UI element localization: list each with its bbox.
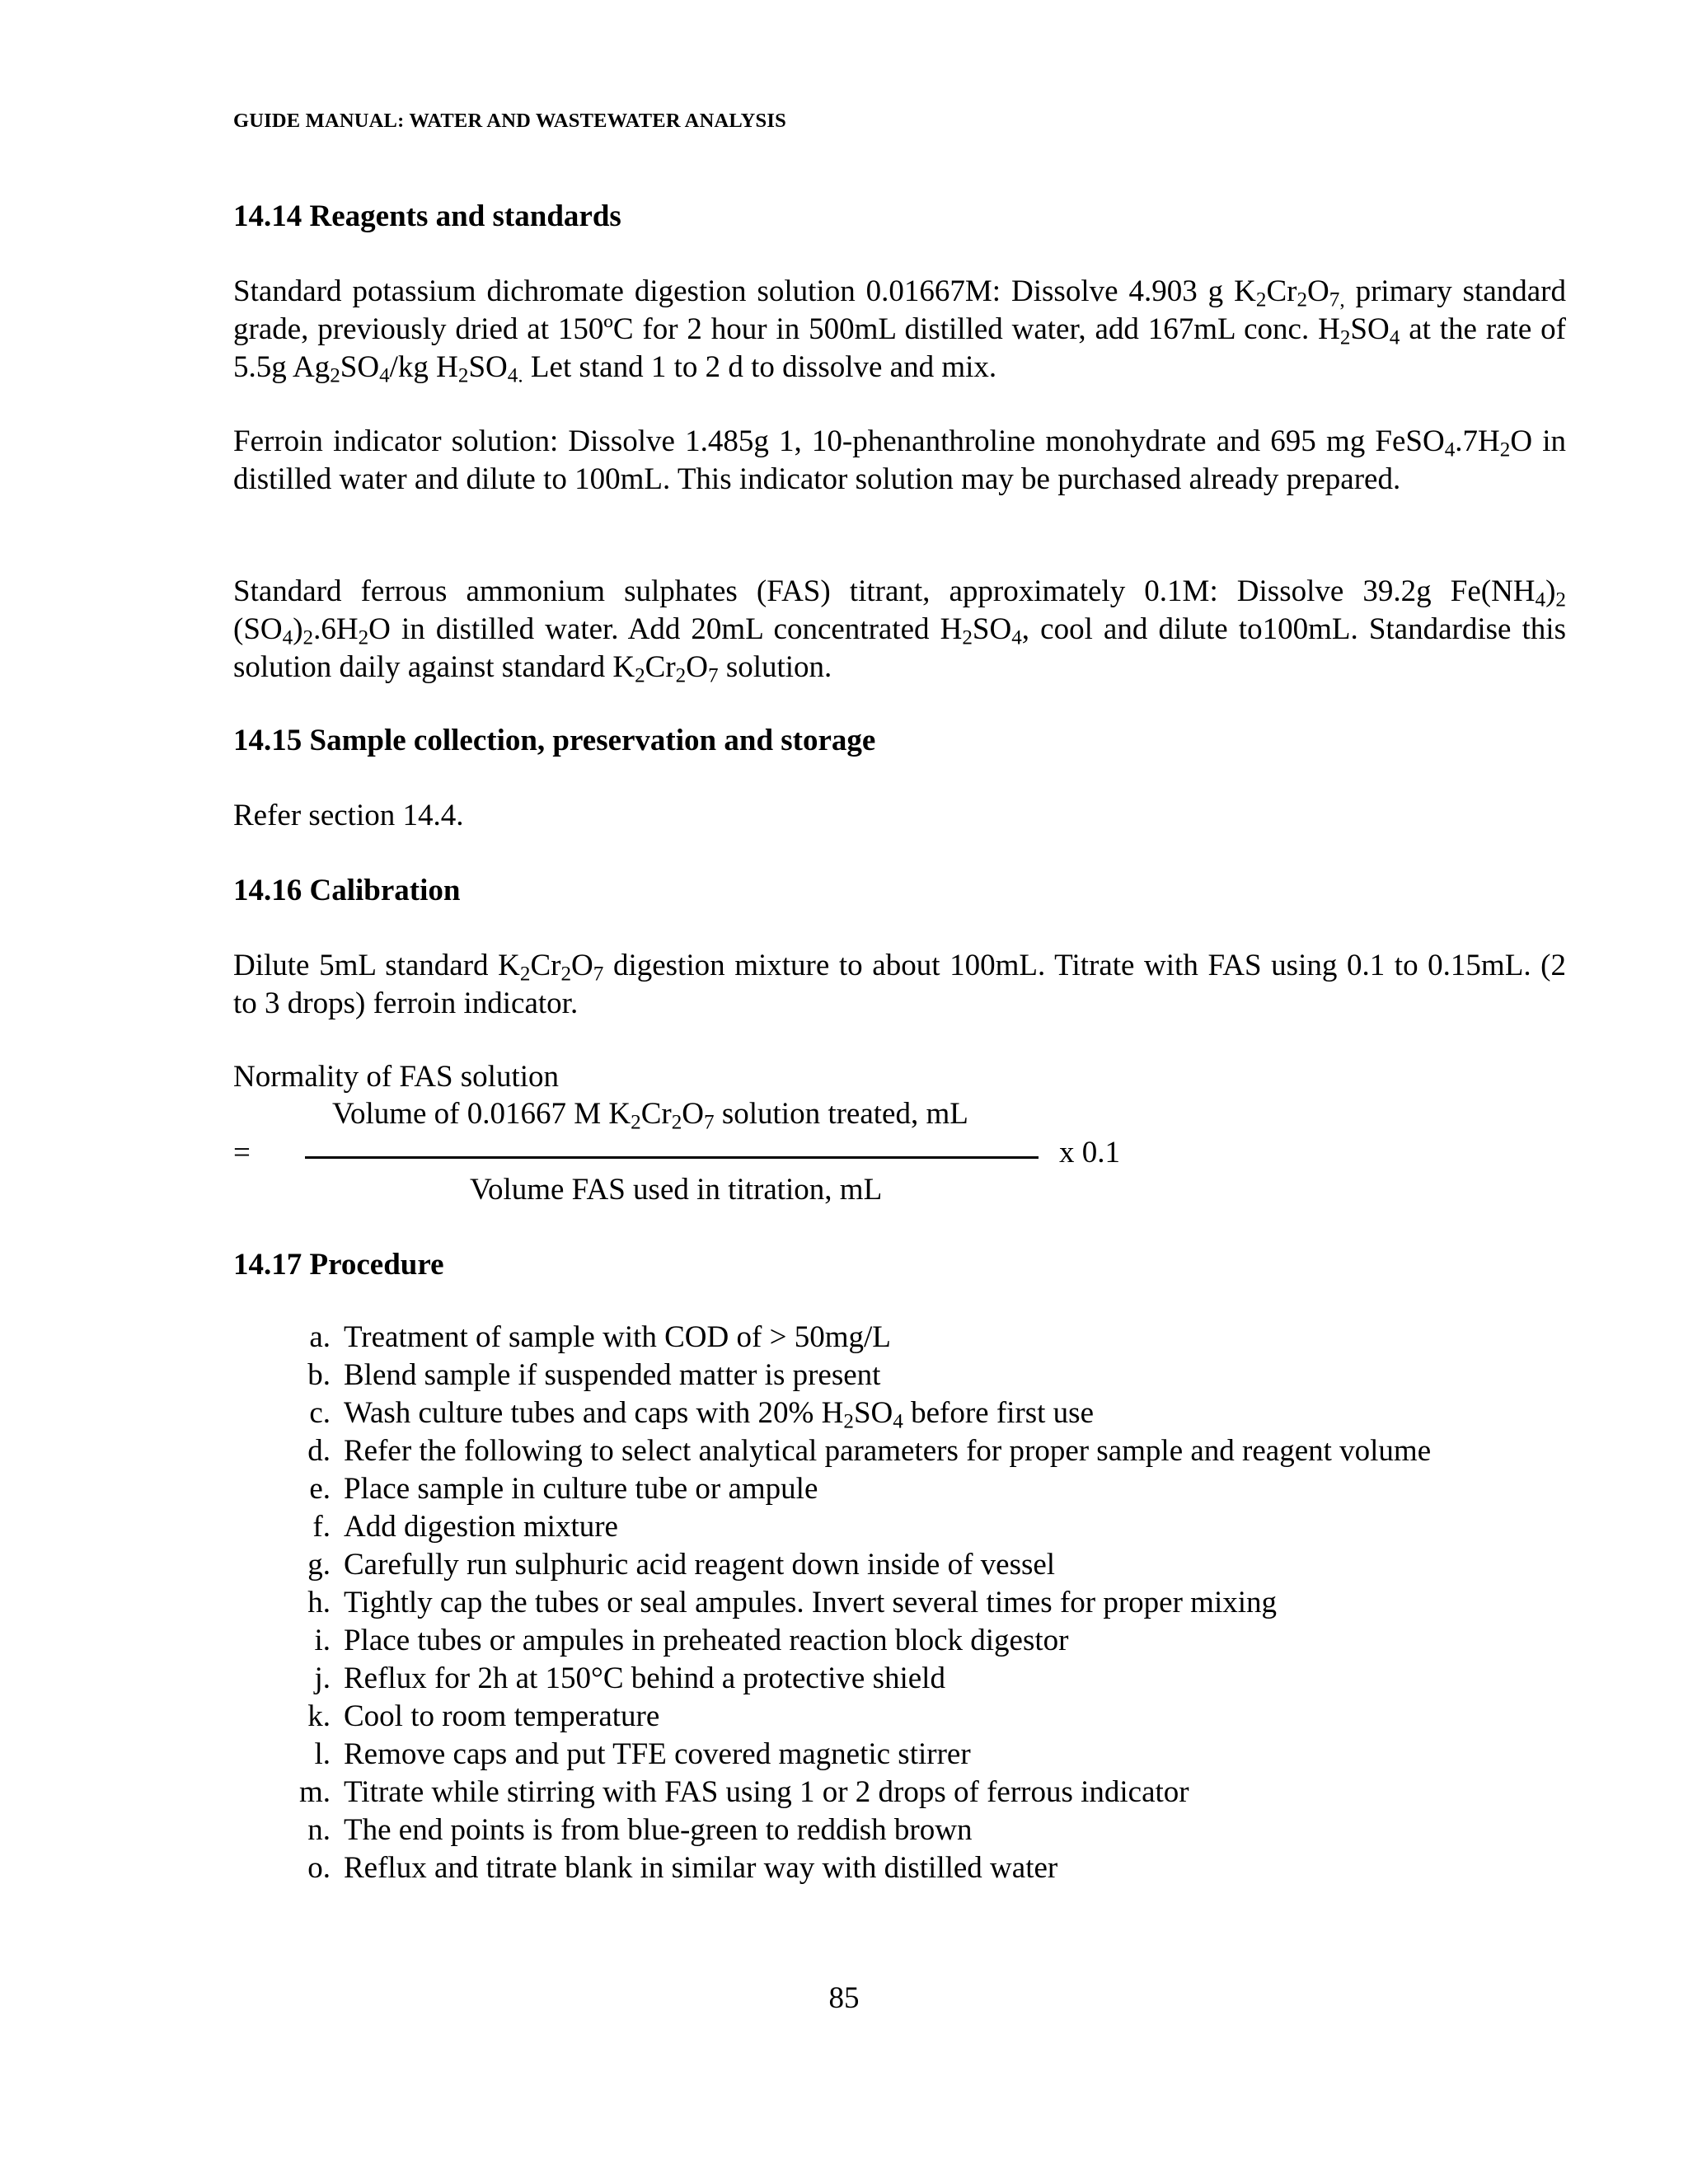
- section-14-15: [233, 722, 1566, 760]
- list-item: b. Blend sample if suspended matter is present: [307, 1358, 881, 1392]
- reagent-fas-paragraph: Standard ferrous ammonium sulphates (FAS) titrant, approximately 0.1M: Dissolve 39.2g $Fe(NH_4)_2$ $(SO_4)_2.6H_2O$ in distilled water. Add 20mL concentrated $H_2SO_4$, cool and dilute to100mL. Standardise this solution daily against standard $K_2Cr_2O_7$ solution.: [233, 574, 1566, 687]
- list-item: g. Carefully run sulphuric acid reagent down inside of vessel: [307, 1548, 1056, 1582]
- page-number: 85: [828, 1981, 860, 2015]
- list-item: o. Reflux and titrate blank in similar way with distilled water: [307, 1851, 1058, 1885]
- reagent-ferroin-paragraph: Ferroin indicator solution: Dissolve 1.485g 1, 10-phenanthroline monohydrate and 695 mg $FeSO_4.7H_2O$ in distilled water and dilute to 100mL. This indicator solution may be purchased already prepared.: [233, 424, 1567, 496]
- formula-numerator: Volume of 0.01667 M $K_2Cr_2O_7$ solution treated, mL: [332, 1097, 968, 1134]
- formula-equals: =: [233, 1136, 251, 1169]
- formula-multiplier: x 0.1: [1059, 1136, 1120, 1169]
- normality-label: Normality of FAS solution: [233, 1060, 560, 1094]
- list-item: k. Cool to room temperature: [307, 1699, 660, 1733]
- section-14-16: [233, 872, 1566, 910]
- section-title: 14.14 Reagents and standards: [233, 199, 621, 233]
- list-item: d. Refer the following to select analytical parameters for proper sample and reagent volume: [307, 1434, 1432, 1468]
- sample-collection-text: Refer section 14.4.: [233, 799, 464, 832]
- section-14-14: [233, 198, 1566, 236]
- procedure-steps: [280, 1319, 1566, 1887]
- calibration-paragraph: Dilute 5mL standard $K_2Cr_2O_7$ digestion mixture to about 100mL. Titrate with FAS using 0.1 to 0.15mL. (2 to 3 drops) ferroin indicator.: [233, 949, 1566, 1020]
- list-item: f. Add digestion mixture: [312, 1510, 618, 1544]
- list-item: e. Place sample in culture tube or ampule: [309, 1472, 818, 1506]
- list-item: a. Treatment of sample with COD of > 50mg/L: [309, 1320, 891, 1354]
- list-item: n. The end points is from blue-green to reddish brown: [307, 1813, 973, 1847]
- section-title: 14.16 Calibration: [233, 874, 461, 907]
- formula-denominator: Volume FAS used in titration, mL: [470, 1173, 883, 1207]
- list-item: c. Wash culture tubes and caps with 20% $H_2SO_4$ before first use: [309, 1396, 1094, 1433]
- section-title: 14.15 Sample collection, preservation and storage: [233, 724, 876, 757]
- list-item: h. Tightly cap the tubes or seal ampules. Invert several times for proper mixing: [307, 1586, 1278, 1619]
- list-item: m. Titrate while stirring with FAS using 1 or 2 drops of ferrous indicator: [298, 1775, 1189, 1809]
- list-item: i. Place tubes or ampules in preheated reaction block digestor: [314, 1624, 1069, 1657]
- running-head: GUIDE MANUAL: WATER AND WASTEWATER ANALYSIS: [233, 110, 786, 132]
- section-title: 14.17 Procedure: [233, 1248, 444, 1282]
- fraction-bar: [305, 1156, 1039, 1159]
- list-item: j. Reflux for 2h at 150°C behind a protective shield: [314, 1661, 945, 1695]
- section-14-17: [233, 1246, 1566, 1284]
- list-item: l. Remove caps and put TFE covered magnetic stirrer: [314, 1737, 971, 1771]
- reagent-dichromate-paragraph: Standard potassium dichromate digestion solution 0.01667M: Dissolve 4.903 g $K_2Cr_2O_{7,}$ primary standard grade, previously dried at 150ºC for 2 hour in 500mL distilled water, add 167mL conc. $H_2SO_4$ at the rate of 5.5g $Ag_2SO_4/kg$ $H_2SO_{4.}$ Let stand 1 to 2 d to dissolve and mix.: [233, 274, 1567, 387]
